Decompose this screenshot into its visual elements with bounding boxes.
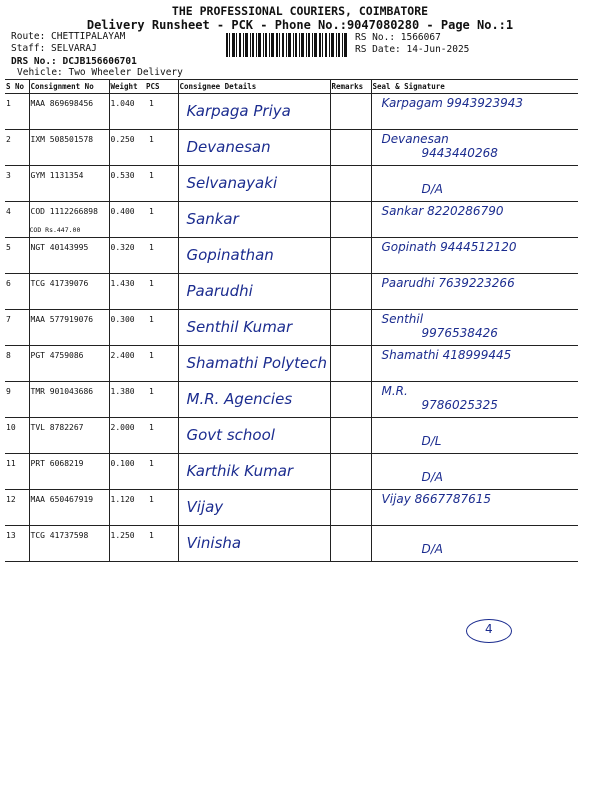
cell-signature <box>371 94 578 130</box>
page-count-mark <box>466 619 512 643</box>
cell-sno: 1 <box>5 94 29 130</box>
handwritten-consignee-name: Paarudhi <box>186 282 253 300</box>
handwritten-signature: M.R. <box>381 384 408 398</box>
handwritten-consignee-name: Karpaga Priya <box>186 102 291 120</box>
handwritten-note: 9786025325 <box>421 398 498 412</box>
handwritten-consignee-name: Vinisha <box>186 534 242 552</box>
rs-date: RS Date: 14-Jun-2025 <box>355 44 470 55</box>
handwritten-note: 9443440268 <box>421 146 498 160</box>
cell-signature <box>371 346 578 382</box>
consignment-number: TMR 901043686 <box>30 387 94 396</box>
cell-remarks <box>330 202 371 238</box>
cell-signature <box>371 130 578 166</box>
handwritten-signature: Vijay 8667787615 <box>381 492 491 506</box>
cell-sno: 7 <box>5 310 29 346</box>
barcode-image <box>226 33 348 57</box>
handwritten-consignee-name: Shamathi Polytech <box>186 354 327 372</box>
cell-weight: 0.100 <box>109 454 145 490</box>
handwritten-note: D/A <box>421 470 443 484</box>
cell-consignment <box>29 238 109 274</box>
cell-pcs: 1 <box>145 346 178 382</box>
cell-consignment <box>29 346 109 382</box>
handwritten-signature: Shamathi 418999445 <box>381 348 512 362</box>
cell-consignee <box>178 490 330 526</box>
handwritten-note: D/A <box>421 182 443 196</box>
cell-consignment <box>29 310 109 346</box>
table-row <box>5 382 578 418</box>
consignment-number: NGT 40143995 <box>30 243 89 252</box>
handwritten-signature: Karpagam 9943923943 <box>381 96 524 110</box>
cell-sno: 10 <box>5 418 29 454</box>
cell-remarks <box>330 130 371 166</box>
table-row <box>5 418 578 454</box>
cell-remarks <box>330 526 371 562</box>
table-row <box>5 94 578 130</box>
cell-pcs: 1 <box>145 94 178 130</box>
cell-signature <box>371 310 578 346</box>
cell-signature <box>371 274 578 310</box>
cell-pcs: 1 <box>145 454 178 490</box>
runsheet-subtitle: Delivery Runsheet - PCK - Phone No.:9047080280 - Page No.:1 <box>86 18 514 32</box>
cell-signature <box>371 238 578 274</box>
cell-pcs: 1 <box>145 526 178 562</box>
consignment-number: MAA 577919076 <box>30 315 94 324</box>
cell-weight: 1.380 <box>109 382 145 418</box>
header-signature: Seal & Signature <box>371 80 578 94</box>
consignment-number: GYM 1131354 <box>30 171 84 180</box>
header-sno: S No <box>5 80 29 94</box>
handwritten-signature: Devanesan <box>381 132 449 146</box>
cell-pcs: 1 <box>145 418 178 454</box>
table-row <box>5 202 578 238</box>
cell-remarks <box>330 166 371 202</box>
cell-pcs: 1 <box>145 202 178 238</box>
cell-signature <box>371 202 578 238</box>
cell-consignee <box>178 130 330 166</box>
handwritten-signature: Gopinath 9444512120 <box>381 240 517 254</box>
cell-sno: 6 <box>5 274 29 310</box>
cell-consignment <box>29 418 109 454</box>
handwritten-consignee-name: Selvanayaki <box>186 174 278 192</box>
cell-remarks <box>330 418 371 454</box>
cell-pcs: 1 <box>145 490 178 526</box>
route-text: Route: CHETTIPALAYAM <box>11 31 126 42</box>
handwritten-consignee-name: Devanesan <box>186 138 271 156</box>
cell-pcs: 1 <box>145 310 178 346</box>
cell-sno: 4 <box>5 202 29 238</box>
header-remarks: Remarks <box>330 80 371 94</box>
cell-sno: 8 <box>5 346 29 382</box>
cell-consignee <box>178 454 330 490</box>
cell-remarks <box>330 454 371 490</box>
cell-remarks <box>330 490 371 526</box>
cell-consignee <box>178 346 330 382</box>
cell-consignee <box>178 94 330 130</box>
handwritten-consignee-name: Karthik Kumar <box>186 462 294 480</box>
cell-sno: 9 <box>5 382 29 418</box>
consignment-number: MAA 650467919 <box>30 495 94 504</box>
cell-sno: 13 <box>5 526 29 562</box>
cell-pcs: 1 <box>145 130 178 166</box>
table-row <box>5 274 578 310</box>
cell-consignee <box>178 382 330 418</box>
cell-signature <box>371 418 578 454</box>
cell-sno: 5 <box>5 238 29 274</box>
table-row <box>5 346 578 382</box>
cell-pcs: 1 <box>145 274 178 310</box>
handwritten-consignee-name: Vijay <box>186 498 224 516</box>
cell-weight: 0.250 <box>109 130 145 166</box>
cell-pcs: 1 <box>145 238 178 274</box>
company-title: THE PROFESSIONAL COURIERS, COIMBATORE <box>171 4 429 18</box>
table-row <box>5 166 578 202</box>
cell-remarks <box>330 94 371 130</box>
cell-sno: 12 <box>5 490 29 526</box>
cell-signature <box>371 382 578 418</box>
table-row <box>5 310 578 346</box>
cell-signature <box>371 454 578 490</box>
cell-sno: 11 <box>5 454 29 490</box>
cell-consignee <box>178 526 330 562</box>
handwritten-note: 9976538426 <box>421 326 498 340</box>
cell-consignee <box>178 166 330 202</box>
consignment-number: COD 1112266898 <box>30 207 98 216</box>
cell-consignment <box>29 202 109 238</box>
consignment-number: MAA 869698456 <box>30 99 94 108</box>
cell-weight: 1.040 <box>109 94 145 130</box>
handwritten-consignee-name: Sankar <box>186 210 239 228</box>
handwritten-consignee-name: M.R. Agencies <box>186 390 293 408</box>
cell-remarks <box>330 238 371 274</box>
cell-consignee <box>178 418 330 454</box>
handwritten-signature: Paarudhi 7639223266 <box>381 276 515 290</box>
page-count-text: 4 <box>485 622 493 636</box>
header-weight: Weight <box>109 80 145 94</box>
cell-pcs: 1 <box>145 382 178 418</box>
cell-signature <box>371 490 578 526</box>
drs-number: DRS No.: DCJB156606701 <box>11 56 137 67</box>
runsheet-table <box>5 79 578 562</box>
handwritten-consignee-name: Senthil Kumar <box>186 318 293 336</box>
cell-consignment <box>29 166 109 202</box>
cell-consignment <box>29 526 109 562</box>
table-row <box>5 454 578 490</box>
handwritten-note: D/A <box>421 542 443 556</box>
header-pcs: PCS <box>145 80 178 94</box>
cell-weight: 0.400 <box>109 202 145 238</box>
table-header-row <box>5 80 578 94</box>
staff-text: Staff: SELVARAJ <box>11 43 97 54</box>
table-row <box>5 526 578 562</box>
consignment-number: PGT 4759086 <box>30 351 84 360</box>
cell-consignment <box>29 490 109 526</box>
cell-consignment <box>29 274 109 310</box>
cell-consignee <box>178 274 330 310</box>
cod-amount: COD Rs.447.00 <box>29 226 81 234</box>
cell-weight: 1.120 <box>109 490 145 526</box>
consignment-number: TCG 41737598 <box>30 531 89 540</box>
cell-weight: 0.530 <box>109 166 145 202</box>
handwritten-signature: Senthil <box>381 312 424 326</box>
cell-weight: 2.000 <box>109 418 145 454</box>
handwritten-consignee-name: Gopinathan <box>186 246 274 264</box>
handwritten-note: D/L <box>421 434 442 448</box>
cell-sno: 2 <box>5 130 29 166</box>
cell-remarks <box>330 346 371 382</box>
table-row <box>5 490 578 526</box>
cell-consignee <box>178 310 330 346</box>
cell-signature <box>371 166 578 202</box>
cell-consignment <box>29 382 109 418</box>
consignment-number: PRT 6068219 <box>30 459 84 468</box>
header-consignment: Consignment No <box>29 80 109 94</box>
cell-signature <box>371 526 578 562</box>
header-consignee: Consignee Details <box>178 80 330 94</box>
cell-weight: 0.300 <box>109 310 145 346</box>
cell-weight: 0.320 <box>109 238 145 274</box>
cell-weight: 1.430 <box>109 274 145 310</box>
rs-number: RS No.: 1566067 <box>355 32 441 43</box>
vehicle-text: Vehicle: Two Wheeler Delivery <box>17 67 183 78</box>
table-row <box>5 130 578 166</box>
cell-remarks <box>330 310 371 346</box>
consignment-number: TCG 41739076 <box>30 279 89 288</box>
cell-pcs: 1 <box>145 166 178 202</box>
cell-consignment <box>29 130 109 166</box>
table-row <box>5 238 578 274</box>
cell-consignee <box>178 202 330 238</box>
consignment-number: IXM 508501578 <box>30 135 94 144</box>
cell-consignee <box>178 238 330 274</box>
cell-weight: 2.400 <box>109 346 145 382</box>
cell-consignment <box>29 454 109 490</box>
cell-remarks <box>330 382 371 418</box>
cell-weight: 1.250 <box>109 526 145 562</box>
cell-consignment <box>29 94 109 130</box>
cell-sno: 3 <box>5 166 29 202</box>
consignment-number: TVL 8782267 <box>30 423 84 432</box>
handwritten-consignee-name: Govt school <box>186 426 275 444</box>
handwritten-signature: Sankar 8220286790 <box>381 204 504 218</box>
cell-remarks <box>330 274 371 310</box>
